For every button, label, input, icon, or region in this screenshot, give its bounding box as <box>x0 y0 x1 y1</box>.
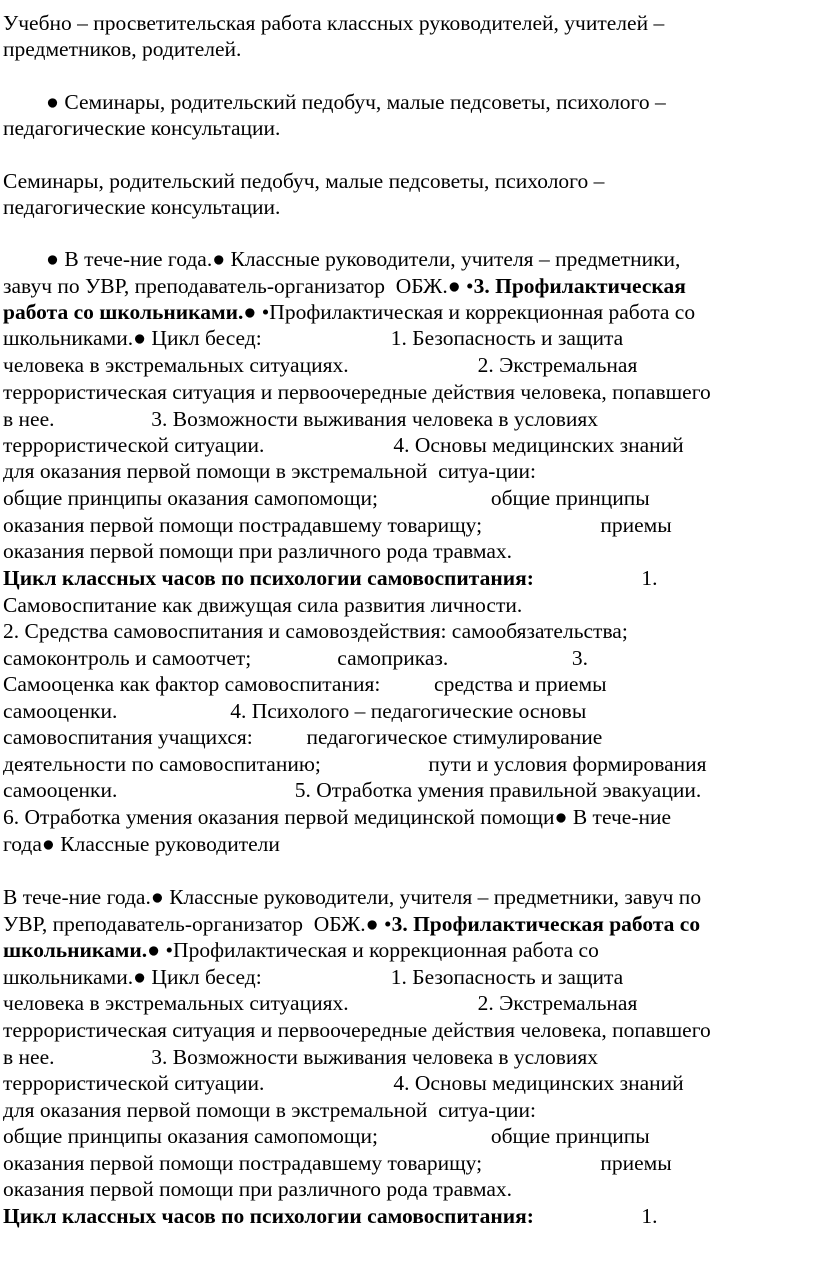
text-run: оказания первой помощи при различного рода травмах. <box>3 539 513 563</box>
bold-text-run: Цикл классных часов по психологии самовоспитания: <box>3 1204 534 1228</box>
text-run: в нее. 3. Возможности выживания человека в условиях <box>3 407 598 431</box>
text-line <box>3 352 816 379</box>
text-run: человека в экстремальных ситуациях. 2. Экстремальная <box>3 353 638 377</box>
text-line <box>3 831 816 858</box>
text-line <box>3 1044 816 1071</box>
text-run: 1. <box>533 566 658 590</box>
text-run: УВР, преподаватель-организатор ОБЖ.● • <box>3 912 392 936</box>
text-line <box>3 884 816 911</box>
text-line <box>3 379 816 406</box>
text-line <box>3 299 816 326</box>
bold-text-run: школьниками. <box>3 938 148 962</box>
text-line <box>3 325 816 352</box>
text-line <box>3 911 816 938</box>
text-run: школьниками.● Цикл бесед: 1. Безопасность и защита <box>3 326 624 350</box>
text-run: Семинары, родительский педобуч, малые педсоветы, психолого – <box>3 169 605 193</box>
text-line <box>3 36 816 63</box>
text-run: завуч по УВР, преподаватель-организатор ОБЖ.● • <box>3 274 474 298</box>
text-run: террористической ситуации. 4. Основы медицинских знаний <box>3 433 684 457</box>
text-line <box>3 1017 816 1044</box>
text-line <box>3 10 816 37</box>
text-line <box>3 671 816 698</box>
text-line <box>3 937 816 964</box>
text-run: самоконтроль и самоотчет; самоприказ. 3. <box>3 646 589 670</box>
text-line <box>3 512 816 539</box>
text-line <box>3 751 816 778</box>
text-run: педагогические консультации. <box>3 116 281 140</box>
text-run: для оказания первой помощи в экстремальной ситуа-ции: <box>3 459 536 483</box>
bold-text-run: 3. Профилактическая работа со <box>391 912 701 936</box>
text-line <box>3 168 816 195</box>
text-run: ● Семинары, родительский педобуч, малые педсоветы, психолого – <box>3 90 666 114</box>
text-run: для оказания первой помощи в экстремальной ситуа-ции: <box>3 1098 536 1122</box>
text-run: самовоспитания учащихся: педагогическое стимулирование <box>3 725 603 749</box>
text-line <box>3 458 816 485</box>
text-run: оказания первой помощи пострадавшему товарищу; приемы <box>3 1151 672 1175</box>
text-line <box>3 194 816 221</box>
text-line <box>3 1176 816 1203</box>
text-line <box>3 406 816 433</box>
text-line <box>3 1203 816 1230</box>
text-line <box>3 273 816 300</box>
bold-text-run: 3. Профилактическая <box>473 274 686 298</box>
text-run: террористическая ситуация и первоочередные действия человека, попавшего <box>3 1018 711 1042</box>
text-line <box>3 485 816 512</box>
text-line <box>3 115 816 142</box>
text-run: общие принципы оказания самопомощи; общие принципы <box>3 1124 650 1148</box>
text-line <box>3 1150 816 1177</box>
text-line <box>3 89 816 116</box>
text-run: человека в экстремальных ситуациях. 2. Экстремальная <box>3 991 638 1015</box>
text-line <box>3 724 816 751</box>
text-run: Самовоспитание как движущая сила развития личности. <box>3 593 523 617</box>
text-line <box>3 1097 816 1124</box>
text-run: самооценки. 5. Отработка умения правильной эвакуации. <box>3 778 702 802</box>
text-run: Самооценка как фактор самовоспитания: средства и приемы <box>3 672 607 696</box>
text-run: 2. Средства самовоспитания и самовоздействия: самообязательства; <box>3 619 628 643</box>
bold-text-run: Цикл классных часов по психологии самовоспитания: <box>3 566 534 590</box>
text-run: Учебно – просветительская работа классных руководителей, учителей – <box>3 11 665 35</box>
text-run: ● •Профилактическая и коррекционная работа со <box>243 300 696 324</box>
text-run: школьниками.● Цикл бесед: 1. Безопасность и защита <box>3 965 624 989</box>
text-run: деятельности по самовоспитанию; пути и условия формирования <box>3 752 707 776</box>
text-line <box>3 964 816 991</box>
text-run: оказания первой помощи пострадавшему товарищу; приемы <box>3 513 672 537</box>
text-line <box>3 804 816 831</box>
text-line <box>3 777 816 804</box>
text-line <box>3 645 816 672</box>
text-run: ● •Профилактическая и коррекционная работа со <box>147 938 599 962</box>
text-run: оказания первой помощи при различного рода травмах. <box>3 1177 513 1201</box>
text-run: предметников, родителей. <box>3 37 242 61</box>
text-run: террористической ситуации. 4. Основы медицинских знаний <box>3 1071 684 1095</box>
text-line <box>3 592 816 619</box>
text-line <box>3 1123 816 1150</box>
text-line <box>3 432 816 459</box>
text-run: 1. <box>533 1204 658 1228</box>
text-line <box>3 618 816 645</box>
text-run: года● Классные руководители <box>3 832 280 856</box>
text-run: 6. Отработка умения оказания первой медицинской помощи● В тече-ние <box>3 805 672 829</box>
text-run: в нее. 3. Возможности выживания человека в условиях <box>3 1045 598 1069</box>
text-line <box>3 538 816 565</box>
text-run: самооценки. 4. Психолого – педагогические основы <box>3 699 587 723</box>
text-line <box>3 246 816 273</box>
text-run: террористическая ситуация и первоочередные действия человека, попавшего <box>3 380 711 404</box>
text-run: В тече-ние года.● Классные руководители, учителя – предметники, завуч по <box>3 885 702 909</box>
bold-text-run: работа со школьниками. <box>3 300 244 324</box>
text-run: педагогические консультации. <box>3 195 281 219</box>
text-line <box>3 990 816 1017</box>
text-line <box>3 1070 816 1097</box>
text-run: общие принципы оказания самопомощи; общие принципы <box>3 486 650 510</box>
text-line <box>3 565 816 592</box>
text-line <box>3 698 816 725</box>
text-run: ● В тече-ние года.● Классные руководители, учителя – предметники, <box>3 247 681 271</box>
